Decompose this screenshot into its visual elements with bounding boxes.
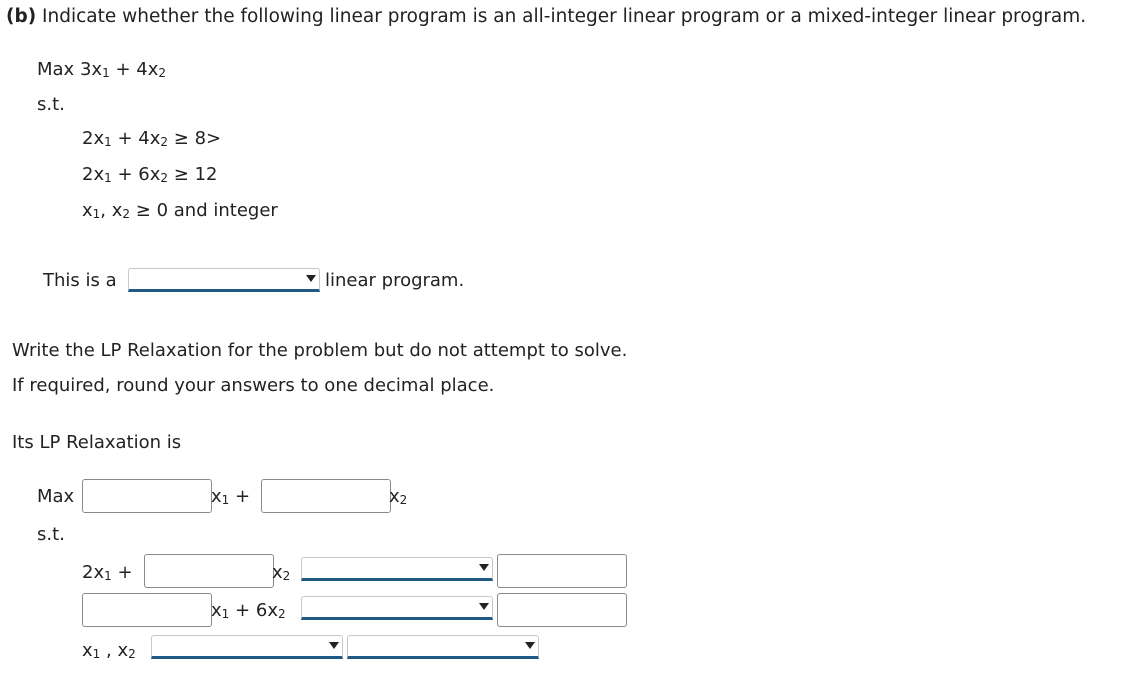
objective-x2-label: $x_2$ [389,486,408,507]
nn-sub-1: 1 [92,207,101,221]
rel-c1-term: $2x_1$ + [82,562,133,583]
constraint-1: $2x_1 + 4x_2 \ge 8>$ [82,128,222,149]
nn-text: ≥ 0 and integer [135,200,278,221]
c2-sub-1: 1 [104,171,112,185]
rel-var-select-1[interactable] [151,635,343,659]
rel-c1-relation-select[interactable] [301,557,493,581]
objective-coef-x2-input[interactable] [261,479,391,513]
objective-plus: + [115,59,131,80]
c1-sub-1: 1 [104,135,112,149]
nn-var-1: x [82,200,93,221]
rel-c2-plus: + [235,600,251,621]
rel-var-sub-2: 2 [128,647,136,661]
constraint-2: $2x_1 + 6x_2 \ge 12$ [82,164,218,185]
c1-sub-2: 2 [160,135,169,149]
c2-rhs: 12 [194,164,218,185]
objective-sub-2: 2 [158,66,167,80]
rel-c1-sub: 1 [104,569,112,583]
rel-obj-plus: + [235,486,251,507]
chevron-down-icon [329,642,339,649]
nonnegativity-constraint [82,200,278,222]
relaxation-st-label: s.t. [37,524,65,545]
rel-c2-sub: 2 [277,607,286,621]
objective-coef-x1-input[interactable] [82,479,212,513]
relaxation-max-label: Max [37,486,75,507]
c2-coef-1: 2 [82,164,94,185]
st-label: s.t. [37,94,65,115]
c1-coef-2: 4 [138,128,150,149]
part-prompt-text: Indicate whether the following linear program is an all-integer linear program or a mixed-integer linear program. [42,6,1087,27]
c2-coef-2: 6 [138,164,150,185]
rel-var-sep: , [106,640,112,661]
rel-obj-sub-1: 1 [221,493,230,507]
objective-coef-1: 3 [79,59,92,80]
rel-c1-coef: 2 [82,562,94,583]
rel-c2-term: $x_1 + 6x_2$ [211,600,286,621]
rel-c2-x1-sub: 1 [221,607,230,621]
c1-coef-1: 2 [82,128,94,149]
rel-c1-x2-sub: 2 [282,569,291,583]
classification-suffix: linear program. [325,270,465,291]
rel-c1-x2-label: $x_2$ [272,562,291,583]
rel-c2-coef-x1-input[interactable] [82,593,212,627]
rel-var-sub-1: 1 [92,647,101,661]
classification-select[interactable] [128,268,320,292]
nn-sub-2: 2 [122,207,131,221]
rel-c1-plus: + [117,562,133,583]
rel-c2-rhs-input[interactable] [497,593,627,627]
objective-function [37,59,166,81]
rel-c2-relation-select[interactable] [301,596,493,620]
objective-var-x2: x [147,59,159,80]
rel-var-label [82,640,136,662]
chevron-down-icon [306,275,316,282]
c1-relation: ≥ [173,128,189,149]
chevron-down-icon [525,642,535,649]
nn-var-2: x [111,200,123,221]
c2-sub-2: 2 [160,171,169,185]
c2-relation: ≥ [173,164,189,185]
rel-obj-sub-2: 2 [399,493,408,507]
objective-var-x: x [91,59,103,80]
rel-var-select-2[interactable] [347,635,539,659]
part-label: (b) [6,6,37,27]
part-prompt [6,6,1086,28]
max-label: Max [37,59,75,80]
rel-var-x1: x [82,640,93,661]
objective-sub-1: 1 [102,66,110,80]
rel-var-x2: x [117,640,129,661]
chevron-down-icon [479,603,489,610]
rel-c2-coef: 6 [255,600,268,621]
nn-sep: , [100,200,107,221]
instruction-line-1: Write the LP Relaxation for the problem but do not attempt to solve. [12,340,628,361]
rel-c1-coef-x2-input[interactable] [144,554,274,588]
classification-prefix: This is a [43,270,117,291]
rel-c1-rhs-input[interactable] [497,554,627,588]
chevron-down-icon [479,564,489,571]
objective-x1-plus: $x_1$ + [211,486,251,507]
c1-rhs: 8> [194,128,222,149]
relaxation-heading: Its LP Relaxation is [12,432,182,453]
objective-coef-2: 4 [136,59,148,80]
instruction-line-2: If required, round your answers to one decimal place. [12,375,495,396]
